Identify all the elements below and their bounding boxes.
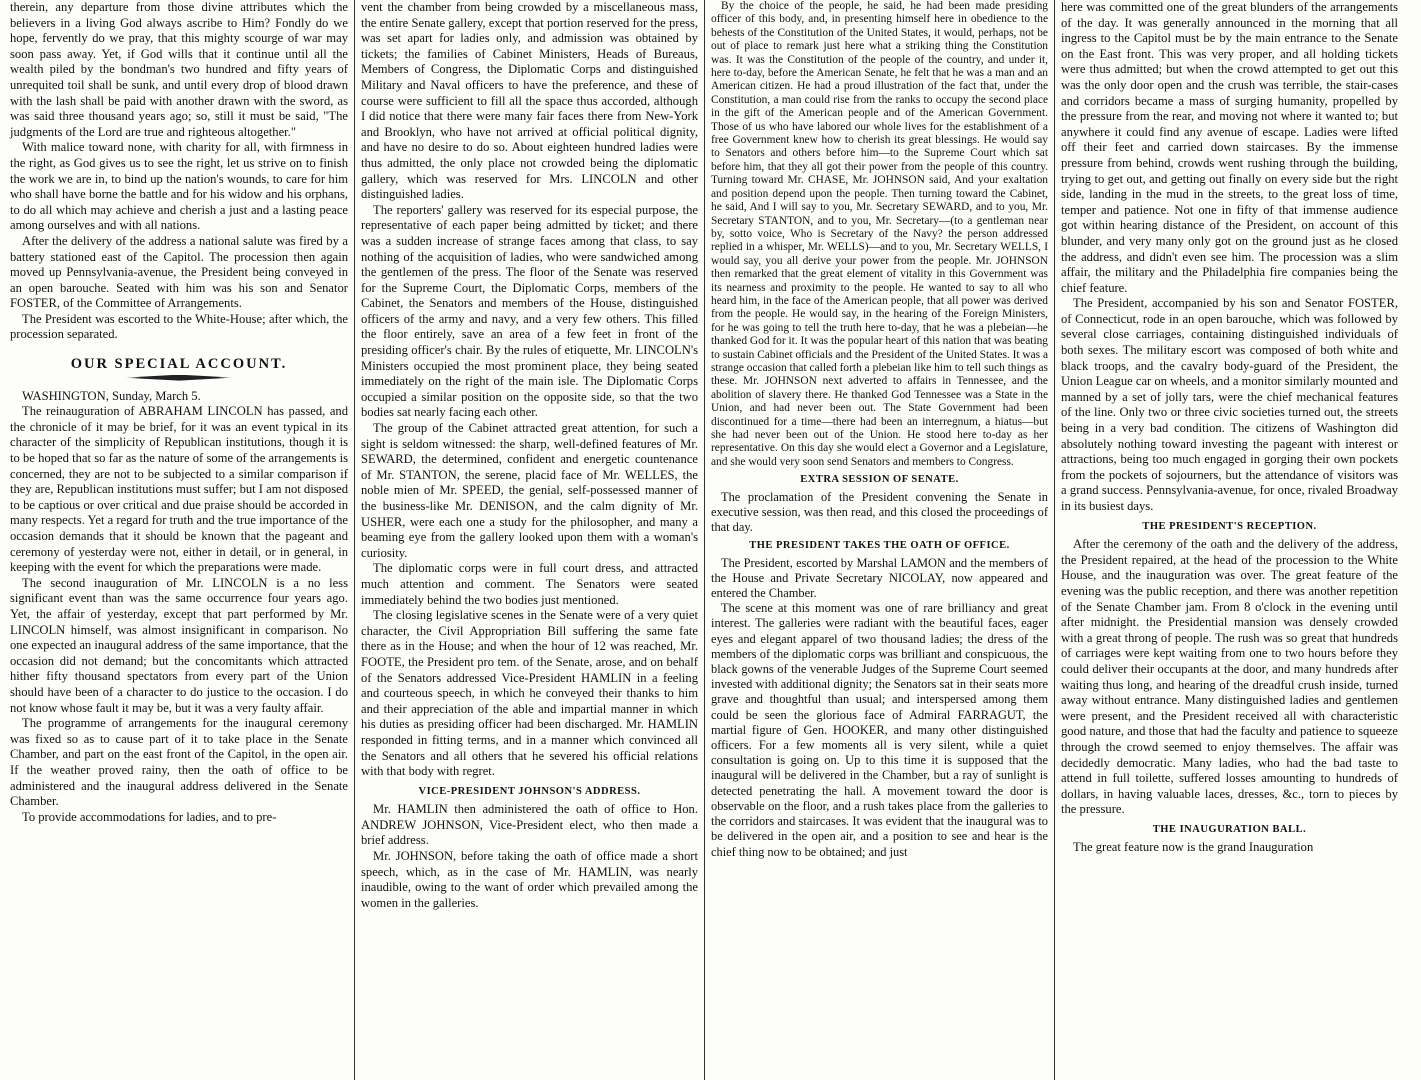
subheading: EXTRA SESSION OF SENATE. xyxy=(800,474,959,486)
subheading: THE PRESIDENT'S RECEPTION. xyxy=(1142,520,1317,532)
section-heading: OUR SPECIAL ACCOUNT. xyxy=(70,356,288,373)
subheading: THE INAUGURATION BALL. xyxy=(1152,823,1307,835)
subheading: THE PRESIDENT TAKES THE OATH OF OFFICE. xyxy=(749,540,1010,552)
paragraph: The President, escorted by Marshal LAMON and the members of the House and Private Secretary NICOLAY, now appeared and entered the Chamber. xyxy=(711,555,1048,601)
paragraph: The diplomatic corps were in full court dress, and attracted much attention and comment. The Senators were seated immediately behind the two bodies just mentioned. xyxy=(361,561,698,607)
paragraph: The second inauguration of Mr. LINCOLN is a no less significant event than was the same occurrence four years ago. Yet, the affair of yesterday, except that part performed by Mr. LINCOLN himself, was almost insignificant in comparison. No one expected an inaugural address of the same importance, that the occasion did not demand; but the concomitants which attracted hither fifty thousand spectators from every part of the Union should have been of a character to do justice to the occasion. I do not know whose fault it may be, but it was a very faulty affair. xyxy=(10,575,348,715)
dateline: WASHINGTON, Sunday, March 5. xyxy=(22,388,201,403)
paragraph: vent the chamber from being crowded by a miscellaneous mass, the entire Senate gallery, except that portion reserved for the press, was set apart for ladies only, and admission was obtained by tickets; the families of Cabinet Ministers, Heads of Bureaus, Members of Congress, the Diplomatic Corps and distinguished Military and Naval officers to have the preference, and these of course were sufficient to fill all the space thus accorded, although I did notice that there were many fair faces there from New-York and Brooklyn, who have not arrived at official political dignity, and have no desire to do so. About eighteen hundred ladies were thus admitted, the only place not crowded being the diplomatic gallery, which was reserved for Mrs. LINCOLN and other distinguished ladies. xyxy=(361,0,698,202)
paragraph: The reporters' gallery was reserved for its especial purpose, the representative of each paper being admitted by ticket; and there was a sudden increase of strange faces among that class, to say nothing of the acquisition of ladies, who were sandwiched among the gentlemen of the press. The floor of the Senate was reserved for the Supreme Court, the Diplomatic Corps, members of the Cabinet, the Senators and members of the House, distinguished officers of the army and navy, and a very few others. This filled the floor entirely, save an area of a few feet in front of the presiding officer's chair. By the rules of etiquette, Mr. LINCOLN's Ministers occupied the most prominent place, they being seated immediately on the right of the main isle. The Diplomatic Corps occupied a similar position on the opposite side, so that the two bodies sat nearly facing each other. xyxy=(361,202,698,420)
paragraph: Mr. JOHNSON, before taking the oath of office made a short speech, which, as in the case of Mr. HAMLIN, was nearly inaudible, owing to the want of order which prevailed among the women in the galleries. xyxy=(361,849,698,910)
paragraph: The reinauguration of ABRAHAM LINCOLN has passed, and the chronicle of it may be brief, for it was an event typical in its character of the simplicity of Republican institutions, though it is to be hoped that so far as the nature of some of the arrangements is concerned, they are not to be subjected to a similar comparison if they are, Republican institutions must suffer; but I am not disposed to be captious or over critical and due praise should be accorded in many respects. Yet a regard for truth and the true importance of the occasion demands that it should be known that the pageant and ceremony of yesterday were not, either in detail, or in general, in keeping with the event for which the preparations were made. xyxy=(10,404,349,575)
paragraph: The proclamation of the President convening the Senate in executive session, was then read, and this closed the proceedings of that day. xyxy=(711,489,1048,535)
paragraph: The President, accompanied by his son and Senator FOSTER, of Connecticut, rode in an open barouche, which was followed by several close carriages, containing distinguished individuals of both sexes. The military escort was composed of both white and black troops, and the cavalry body-guard of the President, the Union League car on wheels, and a monitor similarly mounted and manned by a set of jolly tars, were the chief mechanical features of the line. Only two or three civic societies turned out, the streets being in a very bad condition. The citizens of Washington did absolutely nothing toward investing the pageant with interest or attractions, being too much engaged in gorging their own pockets from the pockets of sojourners, but the attendance of visitors was a grand success. Pennsylvania-avenue, for once, rivaled Broadway in its busiest days. xyxy=(1061,296,1398,513)
paragraph: With malice toward none, with charity for all, with firmness in the right, as God gives us to see the right, let us strive on to finish the work we are in, to bind up the nation's wounds, to care for him who shall have borne the battle and for his widow and his orphans, to do all which may achieve and cherish a just and a lasting peace among ourselves and with all nations. xyxy=(10,140,348,233)
paragraph: After the delivery of the address a national salute was fired by a battery stationed east of the Capitol. The procession then again moved up Pennsylvania-avenue, the President being conveyed in an open barouche. Seated with him was his son and Senator FOSTER, of the Committee of Arrangements. xyxy=(10,233,348,311)
paragraph: By the choice of the people, he said, he had been made presiding officer of this body, and, in presenting himself here in obedience to the behests of the Constitution of the United States, it would, perhaps, not be out of place to remark just here what a striking thing the Constitution was. It was the Constitution of the people of the country, and under it, here to-day, before the American Senate, he felt that he was a man and an American citizen. He had a proud illustration of the fact that, under the Constitution, a man could rise from the ranks to occupy the second place in the gift of the American people and of the American Government. Those of us who have labored our whole lives for the establishment of a free Government knew how to cherish its great blessings. He would say to Senators and others before him—to the Supreme Court which sat before him, that they all got their power from the people of this country. Turning toward Mr. CHASE, Mr. JOHNSON said, And your exaltation and position depend upon the people. Then turning toward the Cabinet, he said, And I will say to you, Mr. Secretary SEWARD, and to you, Mr. Secretary STANTON, and to you, Mr. Secretary—(to a gentleman near by, sotto voice, Who is Secretary of the Navy? the person addressed replied in a whisper, Mr. WELLS)—and to you, Mr. Secretary WELLS, I would say, you all derive your power from the people. Mr. JOHNSON then remarked that the great element of vitality in this Government was its nearness and proximity to the people. He wanted to say to all who heard him, in the face of the American people, that all power was derived from the people. He would say, in the hearing of the Foreign Ministers, for he was going to tell the truth here to-day, that he was a plebeian—he thanked God for it. It was the popular heart of this nation that was beating to sustain Cabinet officials and the President of the United States. It was a strange occasion that called forth a plebeian like him to tell such things as these. Mr. JOHNSON next adverted to affairs in Tennessee, and the abolition of slavery there. He thanked God Tennessee was a State in the Union, and had never been out. The State Government had been discontinued for a time—there had been an interregnum, a hiatus—but she had never been out of the Union. He stood here to-day as her representative. On this day she would elect a Governor and a Legislature, and she would very soon send Senators and members to Congress. xyxy=(711,0,1049,468)
paragraph: The scene at this moment was one of rare brilliancy and great interest. The galleries were radiant with the beautiful faces, eager eyes and elegant apparel of two thousand ladies; the dress of the members of the diplomatic corps was brilliant and conspicuous, the black gowns of the venerable Judges of the Supreme Court seemed invested with additional dignity; the Senators sat in their seats more grave and thoughtful than usual; and interspersed among them could be seen the glorious face of Admiral FARRAGUT, the martial figure of Gen. HOOKER, and many other distinguished officers. For a few moments all is very silent, while a quiet consultation is going on. Up to this time it is supposed that the inaugural will be delivered in the Chamber, but a ray of sunlight is detected penetrating the hall. A movement toward the door is observable on the floor, and a rush takes place from the galleries to the corridors and staircases. It was evident that the inaugural was to be delivered in the open air, and a position to see and hear is the chief thing now to be obtained; and just xyxy=(711,601,1048,859)
subheading: VICE-PRESIDENT JOHNSON'S ADDRESS. xyxy=(418,785,641,797)
paragraph: After the ceremony of the oath and the delivery of the address, the President repaired, at the head of the procession to the White House, and the inauguration was over. The great feature of the evening was the public reception, and there was another repetition of the Senate Chamber jam. From 8 o'clock in the evening until after midnight. the Presidential mansion was densely crowded with a great throng of people. The rush was so great that hundreds of carriages were kept waiting from one to two hours before they could deliver their occupants at the door, and many hundreds after waiting thus long, and hearing of the dreadful crush inside, turned away without entrance. Many distinguished ladies and gentlemen were present, and the President received all with characteristic good nature, and those that had the faculty and patience to squeeze through the crowd seemed to enjoy themselves. The affair was decidedly democratic. Many ladies, who had the bad taste to attend in full toilette, suffered losses amounting to hundreds of dollars, in having valuable laces, dresses, &c., torn to pieces by the pressure. xyxy=(1061,537,1398,817)
paragraph: therein, any departure from those divine attributes which the believers in a living God always ascribe to Him? Fondly do we hope, fervently do we pray, that this mighty scourge of war may soon pass away. Yet, if God wills that it continue until all the wealth piled by the bondman's two hundred and fifty years of unrequited toil shall be sunk, and until every drop of blood drawn with the lash shall be paid with another drawn with the sword, as was said three thousand years ago; so, still it must be said, "The judgments of the Lord are true and righteous altogether." xyxy=(10,0,348,139)
paragraph: Mr. HAMLIN then administered the oath of office to Hon. ANDREW JOHNSON, Vice-President elect, who then made a brief address. xyxy=(361,802,698,848)
paragraph: The great feature now is the grand Inauguration xyxy=(1073,840,1314,855)
column-3 xyxy=(704,0,1054,1080)
paragraph: here was committed one of the great blunders of the arrangements of the day. It was generally announced in the morning that all ingress to the Capitol must be by the main entrance to the Senate on the East front. This was very proper, and all holding tickets were thus admitted; but when the crowd attempted to get out this was the only door open and the crush was terrible, the stair-cases and corridors became a mass of surging humanity, propelled by the pressure from the rear, and moving not where it wanted to; but anywhere it could find any avenue of escape. Ladies were lifted off their feet and carried down staircases. By the immense pressure from behind, crowds went rushing through the building, trying to get out, and getting out finally on every side but the right side, landing in the mud in the streets, to the great loss of time, temper and patience. Not one in fifty of that immense audience got within hearing distance of the President, on account of this blunder, and very many only got on the ground just as he closed the address, and didn't even see him. The procession was a slim affair, the military and the Philadelphia fire companies being the chief feature. xyxy=(1061,0,1398,295)
column-2 xyxy=(354,0,704,1080)
ornamental-rule xyxy=(124,375,234,381)
column-4 xyxy=(1054,0,1404,1080)
column-1 xyxy=(4,0,354,1080)
paragraph: The group of the Cabinet attracted great attention, for such a sight is seldom witnessed: the sharp, well-defined features of Mr. SEWARD, the determined, confident and energetic countenance of Mr. STANTON, the serene, placid face of Mr. WELLES, the noble mien of Mr. SPEED, the genial, self-possessed manner of the business-like Mr. DENISON, and the calm dignity of Mr. USHER, were each one a study for the philosopher, and many a beaming eye from the gallery looked upon them with a woman's curiosity. xyxy=(361,421,698,560)
paragraph: The closing legislative scenes in the Senate were of a very quiet character, the Civil Appropriation Bill suffering the same fate there as in the House; and when the hour of 12 was reached, Mr. FOOTE, the President pro tem. of the Senate, arose, and on behalf of the Senators addressed Vice-President HAMLIN in a feeling and courteous speech, in which he conveyed their thanks to him and their appreciation of the able and impartial manner in which his duties as presiding officer had been discharged. Mr. HAMLIN responded in fitting terms, and in a manner which convinced all the Senators and all others that he severed his official relations with that body with regret. xyxy=(361,608,698,779)
paragraph: The programme of arrangements for the inaugural ceremony was fixed so as to cause part of it to take place in the Senate Chamber, and part on the east front of the Capitol, in the open air. If the weather proved rainy, then the oath of office to be administered and the inaugural address delivered in the Senate Chamber. xyxy=(10,716,348,809)
paragraph: The President was escorted to the White-House; after which, the procession separated. xyxy=(10,311,348,342)
paragraph: To provide accommodations for ladies, and to pre- xyxy=(22,809,277,824)
